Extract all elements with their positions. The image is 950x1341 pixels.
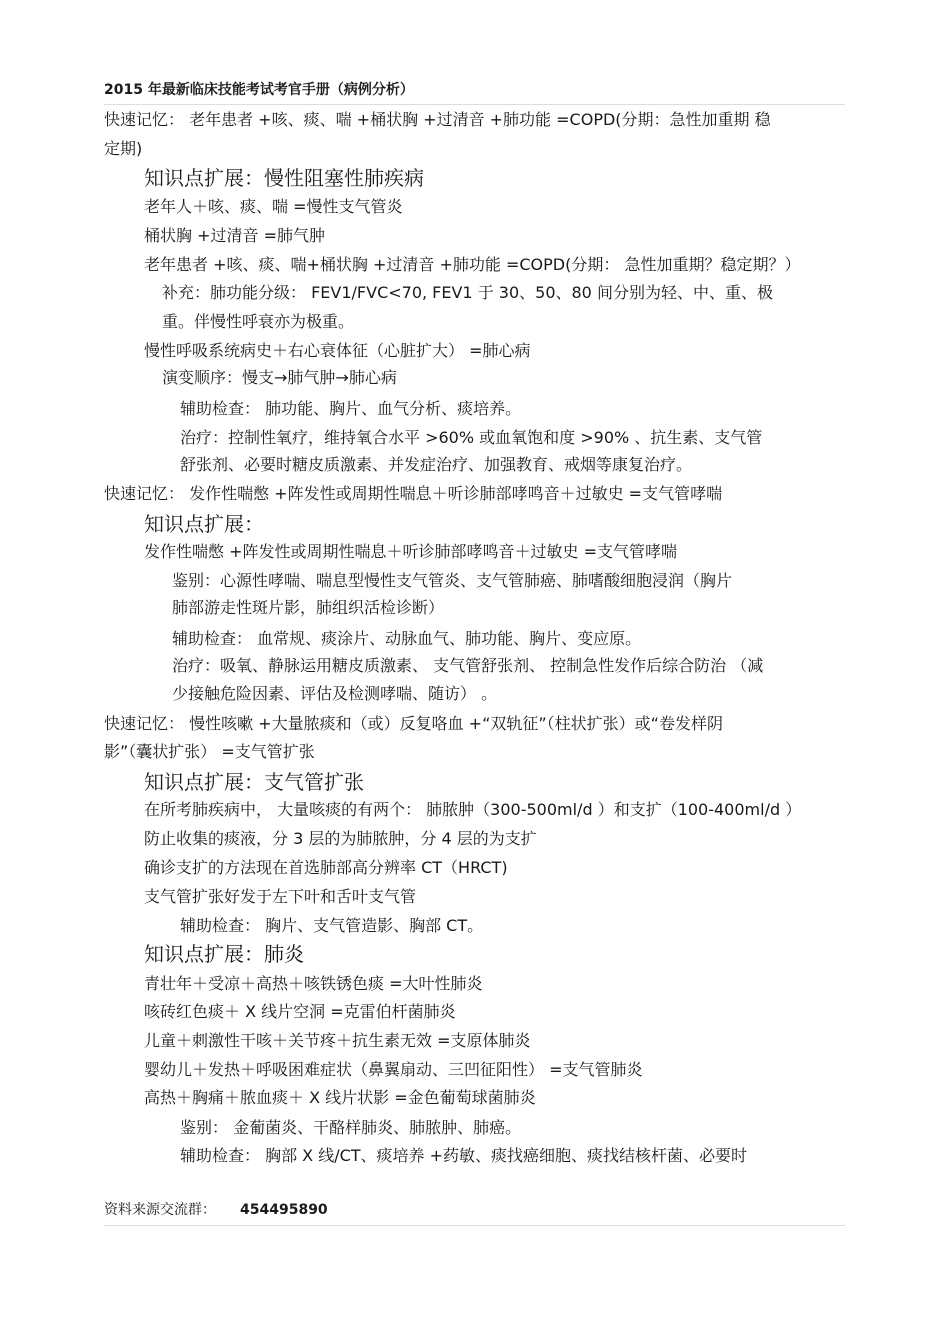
text-line: 舒张剂、必要时糖皮质激素、并发症治疗、加强教育、戒烟等康复治疗。 xyxy=(180,455,693,474)
text-line: 鉴别：心源性哮喘、喘息型慢性支气管炎、支气管肺癌、肺嗜酸细胞浸润（胸片 xyxy=(172,571,733,590)
document-title: 2015 年最新临床技能考试考官手册（病例分析） xyxy=(104,82,414,98)
text-line: 高热＋胸痛＋脓血痰＋ X 线片状影 =金色葡萄球菌肺炎 xyxy=(144,1088,536,1107)
section-heading: 知识点扩展：肺炎 xyxy=(144,942,304,966)
text-line: 发作性喘憋 +阵发性或周期性喘息＋听诊肺部哮鸣音＋过敏史 =支气管哮喘 xyxy=(144,542,677,561)
text-line: 肺部游走性斑片影，肺组织活检诊断） xyxy=(172,598,445,617)
text-line: 青壮年＋受凉＋高热＋咳铁锈色痰 =大叶性肺炎 xyxy=(144,974,483,993)
text-line: 辅助检查： 肺功能、胸片、血气分析、痰培养。 xyxy=(180,399,522,418)
text-line: 快速记忆： 老年患者 +咳、痰、喘 +桶状胸 +过清音 +肺功能 =COPD(分期：急性加重期 稳 xyxy=(104,110,771,129)
text-line: 影”（囊状扩张） =支气管扩张 xyxy=(104,742,315,761)
text-line: 支气管扩张好发于左下叶和舌叶支气管 xyxy=(144,887,417,906)
document-footer xyxy=(104,1199,845,1226)
text-line: 少接触危险因素、评估及检测哮喘、随访） 。 xyxy=(172,684,498,703)
section-heading: 知识点扩展：支气管扩张 xyxy=(144,770,364,794)
text-line: 在所考肺疾病中， 大量咳痰的有两个： 肺脓肿（300-500ml/d ）和支扩（100-400ml/d ） xyxy=(144,800,802,819)
text-line: 快速记忆： 发作性喘憋 +阵发性或周期性喘息＋听诊肺部哮鸣音＋过敏史 =支气管哮喘 xyxy=(104,484,723,503)
text-line: 治疗：控制性氧疗，维持氧合水平 >60% 或血氧饱和度 >90% 、抗生素、支气管 xyxy=(180,428,763,447)
text-line: 鉴别： 金葡菌炎、干酪样肺炎、肺脓肿、肺癌。 xyxy=(180,1118,522,1137)
text-line: 婴幼儿＋发热＋呼吸困难症状（鼻翼扇动、三凹征阳性） =支气管肺炎 xyxy=(144,1060,643,1079)
footer-group-number: 454495890 xyxy=(240,1202,328,1218)
footer-label: 资料来源交流群： xyxy=(104,1202,216,1218)
text-line: 儿童＋刺激性干咳＋关节疼＋抗生素无效 =支原体肺炎 xyxy=(144,1031,531,1050)
text-line: 辅助检查： 血常规、痰涂片、动脉血气、肺功能、胸片、变应原。 xyxy=(172,629,642,648)
text-line: 老年患者 +咳、痰、喘+桶状胸 +过清音 +肺功能 =COPD(分期： 急性加重期？稳定期？） xyxy=(144,255,801,274)
text-line: 慢性呼吸系统病史＋右心衰体征（心脏扩大） =肺心病 xyxy=(144,341,531,360)
text-line: 定期) xyxy=(104,139,143,158)
text-line: 桶状胸 +过清音 =肺气肿 xyxy=(144,226,325,245)
text-line: 确诊支扩的方法现在首选肺部高分辨率 CT（HRCT) xyxy=(144,858,508,877)
section-heading: 知识点扩展：慢性阻塞性肺疾病 xyxy=(144,166,424,190)
document-header xyxy=(104,79,845,105)
text-line: 重。伴慢性呼衰亦为极重。 xyxy=(162,312,355,331)
text-line: 老年人＋咳、痰、喘 =慢性支气管炎 xyxy=(144,197,403,216)
section-heading: 知识点扩展： xyxy=(144,512,264,536)
text-line: 辅助检查： 胸部 X 线/CT、痰培养 +药敏、痰找癌细胞、痰找结核杆菌、必要时 xyxy=(180,1146,748,1165)
text-line: 治疗：吸氧、静脉运用糖皮质激素、 支气管舒张剂、 控制急性发作后综合防治 （减 xyxy=(172,656,764,675)
text-line: 补充：肺功能分级： FEV1/FVC<70, FEV1 于 30、50、80 间分别为轻、中、重、极 xyxy=(162,283,773,302)
text-line: 咳砖红色痰＋ X 线片空洞 =克雷伯杆菌肺炎 xyxy=(144,1002,456,1021)
text-line: 演变顺序：慢支→肺气肿→肺心病 xyxy=(162,368,397,387)
text-line: 辅助检查： 胸片、支气管造影、胸部 CT。 xyxy=(180,916,484,935)
text-line: 防止收集的痰液，分 3 层的为肺脓肿，分 4 层的为支扩 xyxy=(144,829,537,848)
text-line: 快速记忆： 慢性咳嗽 +大量脓痰和（或）反复咯血 +“双轨征”（柱状扩张）或“卷发样阴 xyxy=(104,714,723,733)
